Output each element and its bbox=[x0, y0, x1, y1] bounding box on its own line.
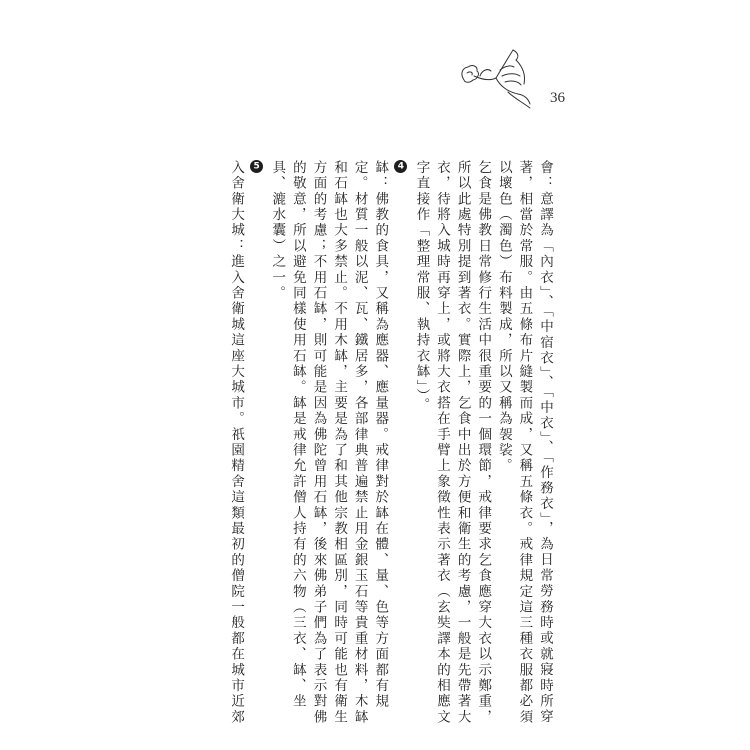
note-line: 以壞色（濁色）布料製成，所以又稱為袈裟。 bbox=[495, 160, 512, 474]
note-line: 所以此處特別提到著衣。實際上，乞食中出於方便和衛生的考慮，一般是先帶著大 bbox=[454, 160, 471, 726]
note-line: 定。材質一般以泥、瓦、鐵居多，各部律典普遍禁止用金銀玉石等貴重材料，木缽 bbox=[351, 160, 368, 726]
note-line: 和石缽也大多禁止。不用木缽，主要是為了和其他宗教相區別，同時可能也有衛生 bbox=[331, 160, 348, 726]
note-line: 會：意譯為「內衣」、「中宿衣」、「中衣」、「作務衣」，為日常勞務時或就寢時所穿 bbox=[537, 160, 553, 726]
footnote-5-marker: 5 bbox=[250, 160, 263, 173]
note-line: 衣，待將入城時再穿上，或將大衣搭在手臂上象徵性表示著衣（玄奘譯本的相應文 bbox=[434, 160, 451, 726]
note-line: 著，相當於常服。由五條布片縫製而成，又稱五條衣。戒律規定這三種衣服都必須 bbox=[516, 160, 533, 726]
note-line: 缽：佛教的食具，又稱為應器、應量器。戒律對於缽在體、量、色等方面都有規 bbox=[372, 160, 389, 710]
note-line: 字直接作「整理常服、執持衣缽」）。 bbox=[413, 160, 430, 414]
page-number: 36 bbox=[550, 90, 565, 106]
note-line: 入舍衛大城：進入舍衛城這座大城市。祇園精舍這類最初的僧院一般都在城市近郊 bbox=[228, 160, 245, 726]
note-line: 具、漉水囊）之一。 bbox=[269, 160, 286, 302]
note-line: 乞食是佛教日常修行生活中很重要的一個環節，戒律要求乞食應穿大衣以示鄭重， bbox=[475, 160, 492, 726]
note-line: 方面的考慮；不用石缽，則可能是因為佛陀曾用石缽，後來佛弟子們為了表示對佛 bbox=[310, 160, 327, 726]
note-line: 的敬意，所以避免同樣使用石缽。缽是戒律允許僧人持有的六物（三衣、缽、坐 bbox=[289, 160, 306, 710]
footnotes-vertical-text bbox=[195, 160, 555, 726]
note-marker-row bbox=[390, 160, 411, 690]
hand-holding-flower-icon bbox=[450, 40, 540, 115]
footnote-4-marker: 4 bbox=[394, 160, 407, 173]
note-marker-row bbox=[246, 160, 267, 690]
